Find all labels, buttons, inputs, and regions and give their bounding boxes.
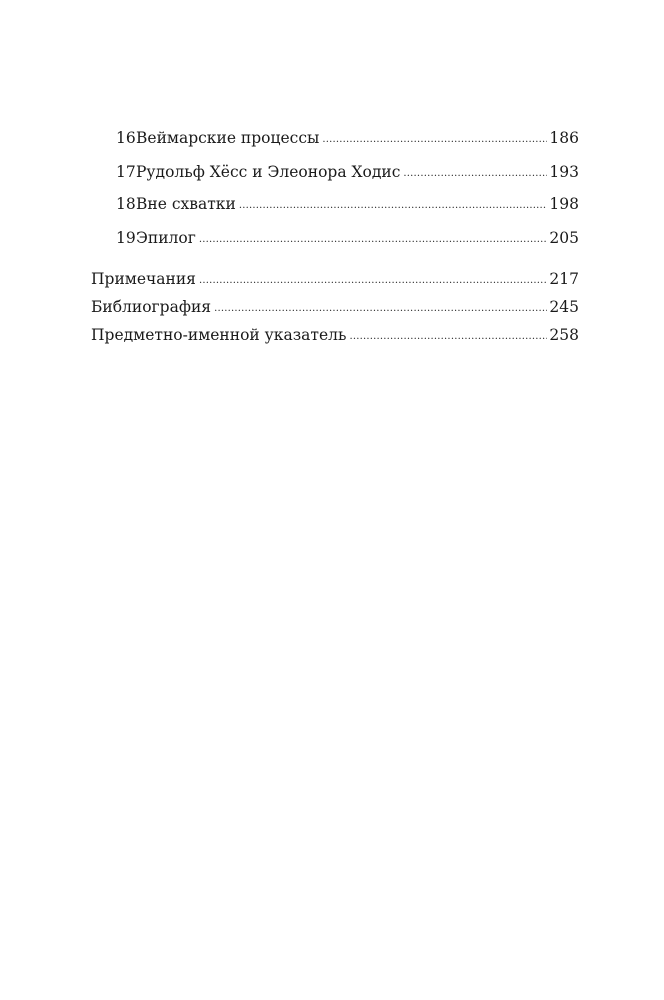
chapter-title: Эпилог [136, 229, 196, 247]
chapter-number: 16 [116, 129, 136, 147]
section-title: Библиография [91, 298, 212, 316]
section-title: Примечания [91, 270, 196, 288]
dot-leader [214, 299, 547, 319]
dot-leader [322, 130, 547, 150]
toc-entry-bibliography[interactable] [90, 297, 579, 319]
chapter-number: 17 [116, 163, 136, 181]
dot-leader [403, 164, 547, 184]
dot-leader [199, 271, 547, 291]
page-number: 217 [549, 270, 579, 288]
toc-entry-notes[interactable] [90, 269, 579, 291]
page-number: 193 [549, 163, 579, 181]
dot-leader [239, 196, 548, 216]
page-number: 258 [549, 326, 579, 344]
page-number: 245 [549, 298, 579, 316]
toc-entry-chapter-16[interactable] [116, 128, 579, 150]
section-title: Предметно-именной указатель [91, 326, 347, 344]
toc-entry-chapter-19[interactable] [116, 228, 579, 250]
toc-entry-chapter-18[interactable] [116, 194, 579, 216]
toc-entry-chapter-17[interactable] [116, 162, 579, 184]
page-number: 186 [549, 129, 579, 147]
dot-leader [199, 230, 548, 250]
chapter-title: Рудольф Хёсс и Элеонора Ходис [136, 163, 401, 181]
page-number: 205 [549, 229, 579, 247]
toc-entry-index[interactable] [90, 325, 579, 347]
chapter-title: Веймарские процессы [136, 129, 320, 147]
chapter-number: 18 [116, 195, 136, 213]
chapter-number: 19 [116, 229, 136, 247]
dot-leader [349, 327, 547, 347]
page-number: 198 [549, 195, 579, 213]
chapter-title: Вне схватки [136, 195, 236, 213]
